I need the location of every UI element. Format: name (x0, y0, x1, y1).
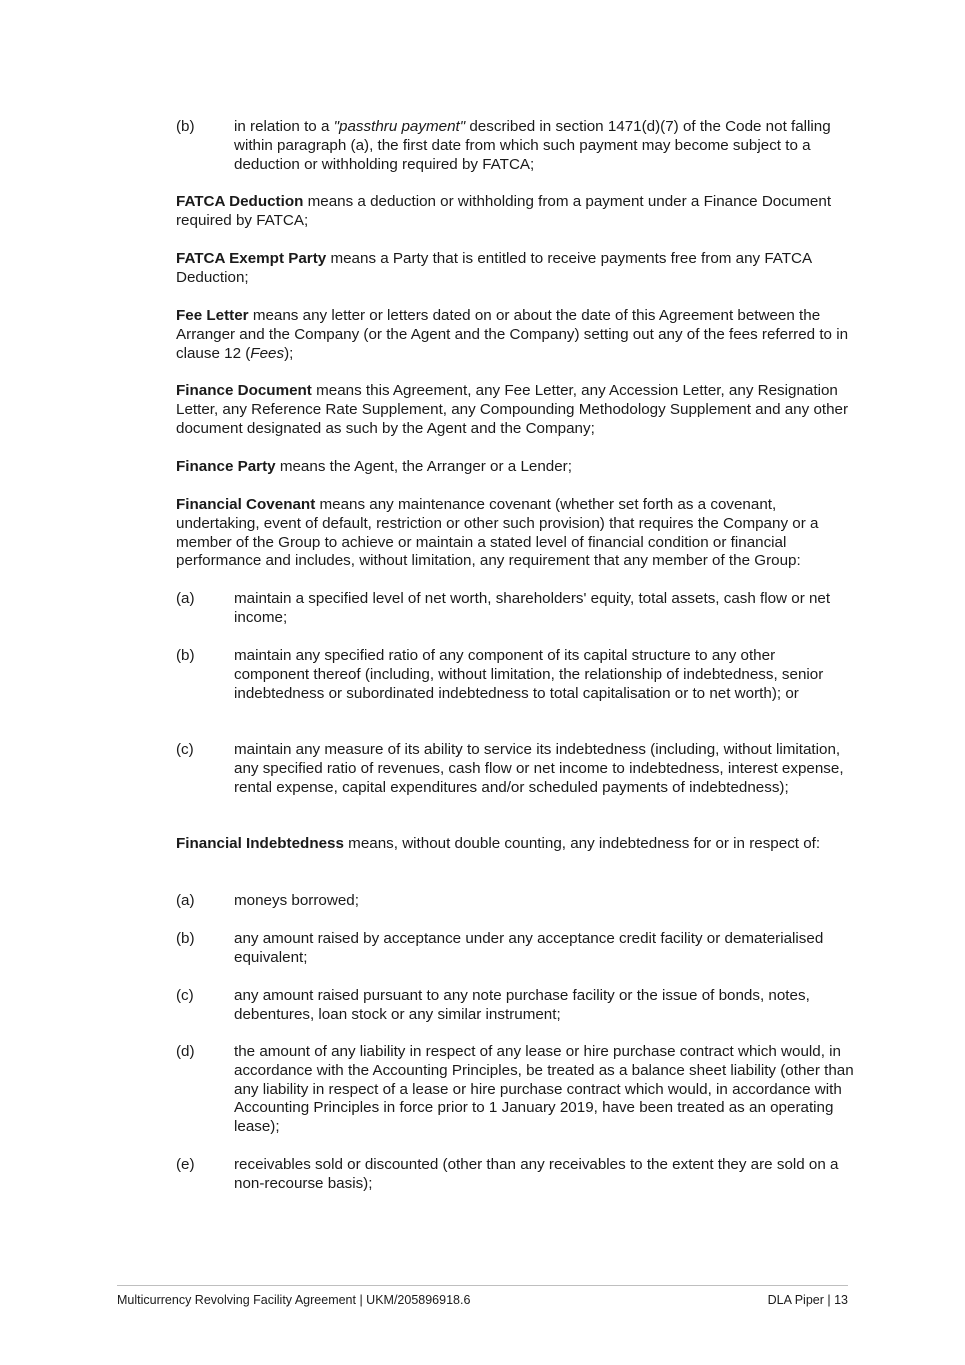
definition-text: means any maintenance covenant (whether set forth as a covenant, undertaking, event of default, restriction or other such provision) that requires the Company or a member of the Group to achieve or maintain a stated level of financial condition or financial performance and includes, without limitation, any requirement that any member of the Group: (176, 496, 819, 570)
list-item-text: maintain a specified level of net worth, shareholders' equity, total assets, cash flow or net income; (234, 590, 831, 626)
list-item-text: moneys borrowed; (234, 892, 359, 909)
list-item-text: the amount of any liability in respect of any lease or hire purchase contract which would, in accordance with the Accounting Principles, be treated as a balance sheet liability (other than any liability in respect of a lease or hire purchase contract which would, in accordance with Accounting Principles in force prior to 1 January 2019, have been treated as an operating lease); (234, 1043, 854, 1136)
definition-text: means this Agreement, any Fee Letter, any Accession Letter, any Resignation Letter, any Reference Rate Supplement, any Compounding Methodology Supplement and any other document designated as such by the Agent and the Company; (176, 382, 849, 437)
list-item-text: maintain any measure of its ability to service its indebtedness (including, without limitation, any specified ratio of revenues, cash flow or net income to indebtedness, interest expense, rental expense, capital expenditures and/or scheduled payments of indebtedness); (234, 741, 844, 796)
list-item (176, 930, 856, 968)
list-item-label: (d) (176, 1043, 195, 1060)
list-item-label: (b) (176, 647, 195, 664)
defined-term: Financial Indebtedness (176, 835, 344, 852)
definition-fee-letter: Fee Letter means any letter or letters dated on or about the date of this Agreement between the Arranger and the Company (or the Agent and the Company) setting out any of the fees referred to in clause 12 (Fees); (176, 307, 849, 362)
list-item-label: (c) (176, 741, 194, 758)
definition-fatca-exempt-party (176, 250, 856, 288)
defined-term: FATCA Exempt Party (176, 250, 327, 267)
footer-document-reference: Multicurrency Revolving Facility Agreement | UKM/205896918.6 (117, 1293, 471, 1307)
list-item-label: (c) (176, 987, 194, 1004)
list-item (176, 1043, 856, 1137)
list-item-text: any amount raised by acceptance under any acceptance credit facility or dematerialised equivalent; (234, 930, 824, 966)
definition-fatca-deduction (176, 193, 856, 231)
list-item (176, 741, 856, 797)
list-item-text: receivables sold or discounted (other than any receivables to the extent they are sold on a non-recourse basis); (234, 1156, 839, 1192)
list-item-text: any amount raised pursuant to any note purchase facility or the issue of bonds, notes, debentures, loan stock or any similar instrument; (234, 987, 810, 1023)
defined-term: Finance Document (176, 382, 312, 399)
definition-text: means a Party that is entitled to receive payments free from any FATCA Deduction; (176, 250, 812, 286)
list-item-label: (b) (176, 930, 195, 947)
footer-page-number: DLA Piper | 13 (767, 1293, 848, 1307)
list-item (176, 892, 856, 911)
definition-finance-party (176, 458, 856, 477)
definition-text: means, without double counting, any indebtedness for or in respect of: (343, 835, 821, 852)
definition-text: means the Agent, the Arranger or a Lender; (275, 458, 572, 475)
defined-term: Finance Party (176, 458, 276, 475)
defined-term: Fee Letter (176, 307, 249, 324)
list-item-label: (a) (176, 590, 195, 607)
list-item-label: (a) (176, 892, 195, 909)
list-item-passthru (176, 118, 856, 174)
list-item (176, 647, 856, 703)
defined-term: Financial Covenant (176, 496, 316, 513)
footer-divider (117, 1285, 848, 1286)
clause-reference: Fees (250, 344, 285, 362)
definition-text: means any letter or letters dated on or about the date of this Agreement between the Arranger and the Company (or the Agent and the Company) setting out any of the fees referred to in clause 12 ( (176, 307, 849, 362)
definition-financial-indebtedness (176, 835, 856, 854)
defined-term: FATCA Deduction (176, 193, 304, 210)
list-item-text: in relation to a "passthru payment" described in section 1471(d)(7) of the Code not falling within paragraph (a), the first date from which such payment may become subject to a deduction or withholding required by FATCA; (234, 118, 831, 173)
definition-financial-covenant (176, 496, 856, 571)
list-item-label: (e) (176, 1156, 195, 1173)
list-item-label: (b) (176, 118, 195, 135)
italic-term: "passthru payment" (333, 118, 466, 135)
list-item (176, 1156, 856, 1194)
definition-text: means a deduction or withholding from a payment under a Finance Document required by FATCA; (176, 193, 832, 229)
list-item (176, 590, 856, 628)
list-item (176, 987, 856, 1025)
definition-finance-document (176, 382, 856, 438)
list-item-text: maintain any specified ratio of any component of its capital structure to any other component thereof (including, without limitation, the relationship of indebtedness, senior indebtedness or subordinated indebtedness to total capitalisation or to net worth); or (234, 647, 824, 702)
